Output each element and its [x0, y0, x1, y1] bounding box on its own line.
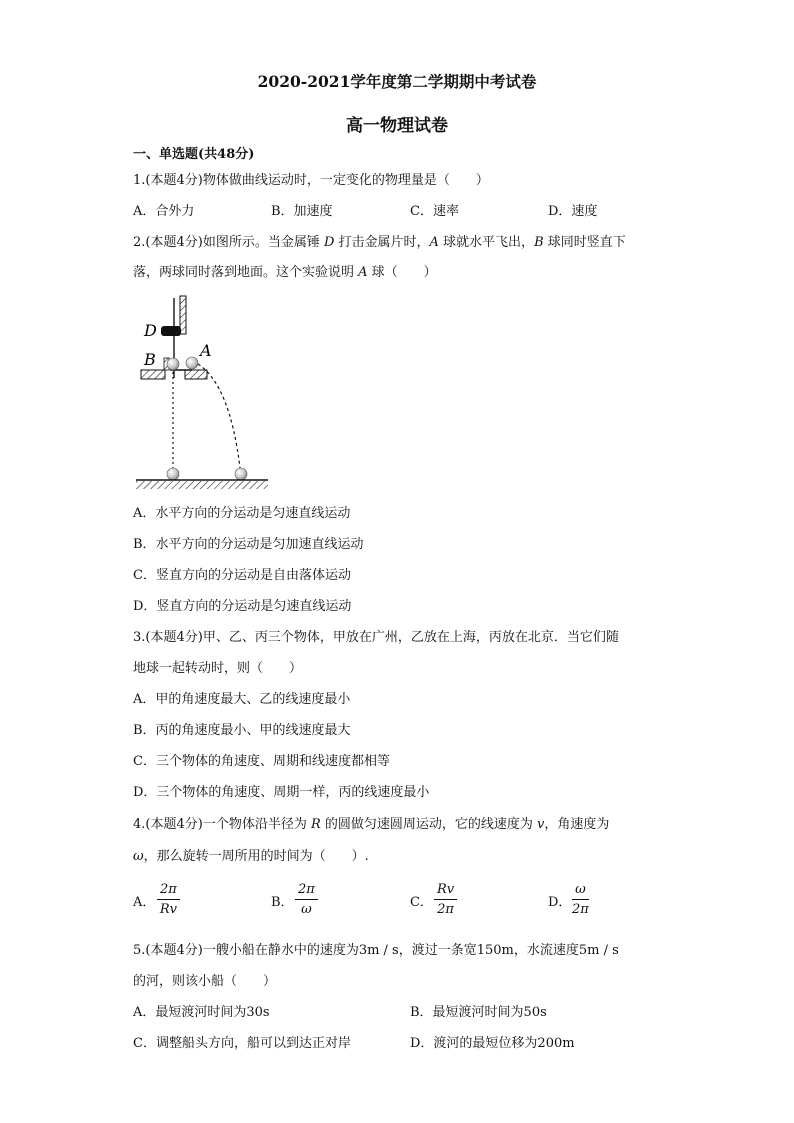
q2-option-c: C．竖直方向的分运动是自由落体运动	[133, 568, 351, 583]
q4-b-denominator: ω	[301, 902, 312, 917]
q5-option-d: D．渡河的最短位移为200m	[410, 1036, 575, 1051]
question-2-stem-line2: 落，两球同时落到地面。这个实验说明 A 球（ ）	[133, 265, 437, 280]
parabolic-path	[198, 364, 240, 468]
q1-option-a: A．合外力	[133, 204, 195, 219]
q4-d-denominator: 2π	[572, 902, 589, 917]
question-3-stem-line2: 地球一起转动时，则（ ）	[133, 661, 303, 676]
question-1-stem: 1.(本题4分)物体做曲线运动时，一定变化的物理量是（ ）	[133, 173, 489, 188]
q2-option-d: D．竖直方向的分运动是匀速直线运动	[133, 599, 352, 614]
question-5-stem-line2: 的河，则该小船（ ）	[133, 974, 277, 989]
q4-c-denominator: 2π	[437, 902, 454, 917]
ball-b-top	[167, 358, 179, 370]
q3-option-a: A．甲的角速度最大、乙的线速度最小	[133, 692, 351, 707]
q3-option-d: D．三个物体的角速度、周期一样，丙的线速度最小	[133, 785, 430, 800]
q5-option-a: A．最短渡河时间为30s	[133, 1005, 270, 1020]
q4-a-denominator: Rv	[159, 902, 177, 917]
q4-d-numerator: ω	[572, 882, 589, 900]
q3-option-c: C．三个物体的角速度、周期和线速度都相等	[133, 754, 390, 769]
q1-option-c: C．速率	[410, 204, 459, 219]
q1-option-b: B．加速度	[271, 204, 333, 219]
hammer-d	[161, 326, 181, 336]
q2-option-b: B．水平方向的分运动是匀加速直线运动	[133, 537, 364, 552]
exam-title: 2020-2021学年度第二学期期中考试卷	[257, 72, 537, 91]
q4-option-b-letter: B．	[271, 895, 294, 910]
q4-b-numerator: 2π	[295, 882, 318, 900]
ground-hatch	[136, 481, 268, 489]
exam-subtitle: 高一物理试卷	[346, 116, 448, 136]
q3-option-b: B．丙的角速度最小、甲的线速度最大	[133, 723, 351, 738]
q4-option-a-fraction	[157, 882, 180, 917]
q2-option-a: A．水平方向的分运动是匀速直线运动	[133, 506, 351, 521]
question-2-stem-line1: 2.(本题4分)如图所示。当金属锤 D 打击金属片时，A 球就水平飞出，B 球同时竖直下	[133, 235, 626, 250]
platform-left	[141, 370, 165, 379]
platform-right	[185, 370, 207, 379]
q5-option-c: C．调整船头方向，船可以到达正对岸	[133, 1036, 351, 1051]
question-4-stem-line1: 4.(本题4分)一个物体沿半径为 R 的圆做匀速圆周运动，它的线速度为 v，角速度为	[133, 817, 610, 832]
q4-c-numerator: Rv	[434, 882, 457, 900]
projectile-experiment-figure	[130, 290, 275, 495]
question-3-stem-line1: 3.(本题4分)甲、乙、丙三个物体，甲放在广州，乙放在上海，丙放在北京．当它们随	[133, 630, 619, 645]
question-5-stem-line1: 5.(本题4分)一艘小船在静水中的速度为3m / s，渡过一条宽150m，水流速度5m / s	[133, 943, 619, 958]
q4-a-numerator: 2π	[157, 882, 180, 900]
q1-option-d: D．速度	[548, 204, 598, 219]
label-a: A	[200, 341, 212, 360]
q4-option-b-fraction	[295, 882, 318, 917]
ball-b-bottom	[167, 468, 179, 480]
label-d: D	[144, 321, 157, 340]
q5-option-b: B．最短渡河时间为50s	[410, 1005, 547, 1020]
question-4-stem-line2: ω，那么旋转一周所用的时间为（ ）.	[133, 849, 369, 864]
ball-a-bottom	[235, 468, 247, 480]
q4-option-c-fraction	[434, 882, 457, 917]
section-heading: 一、单选题(共48分)	[133, 147, 255, 162]
q4-option-d-letter: D．	[548, 895, 572, 910]
q4-option-c-letter: C．	[410, 895, 433, 910]
label-b: B	[144, 350, 156, 369]
q4-option-d-fraction	[572, 882, 589, 917]
q4-option-a-letter: A．	[133, 895, 156, 910]
ball-a-top	[186, 357, 198, 369]
